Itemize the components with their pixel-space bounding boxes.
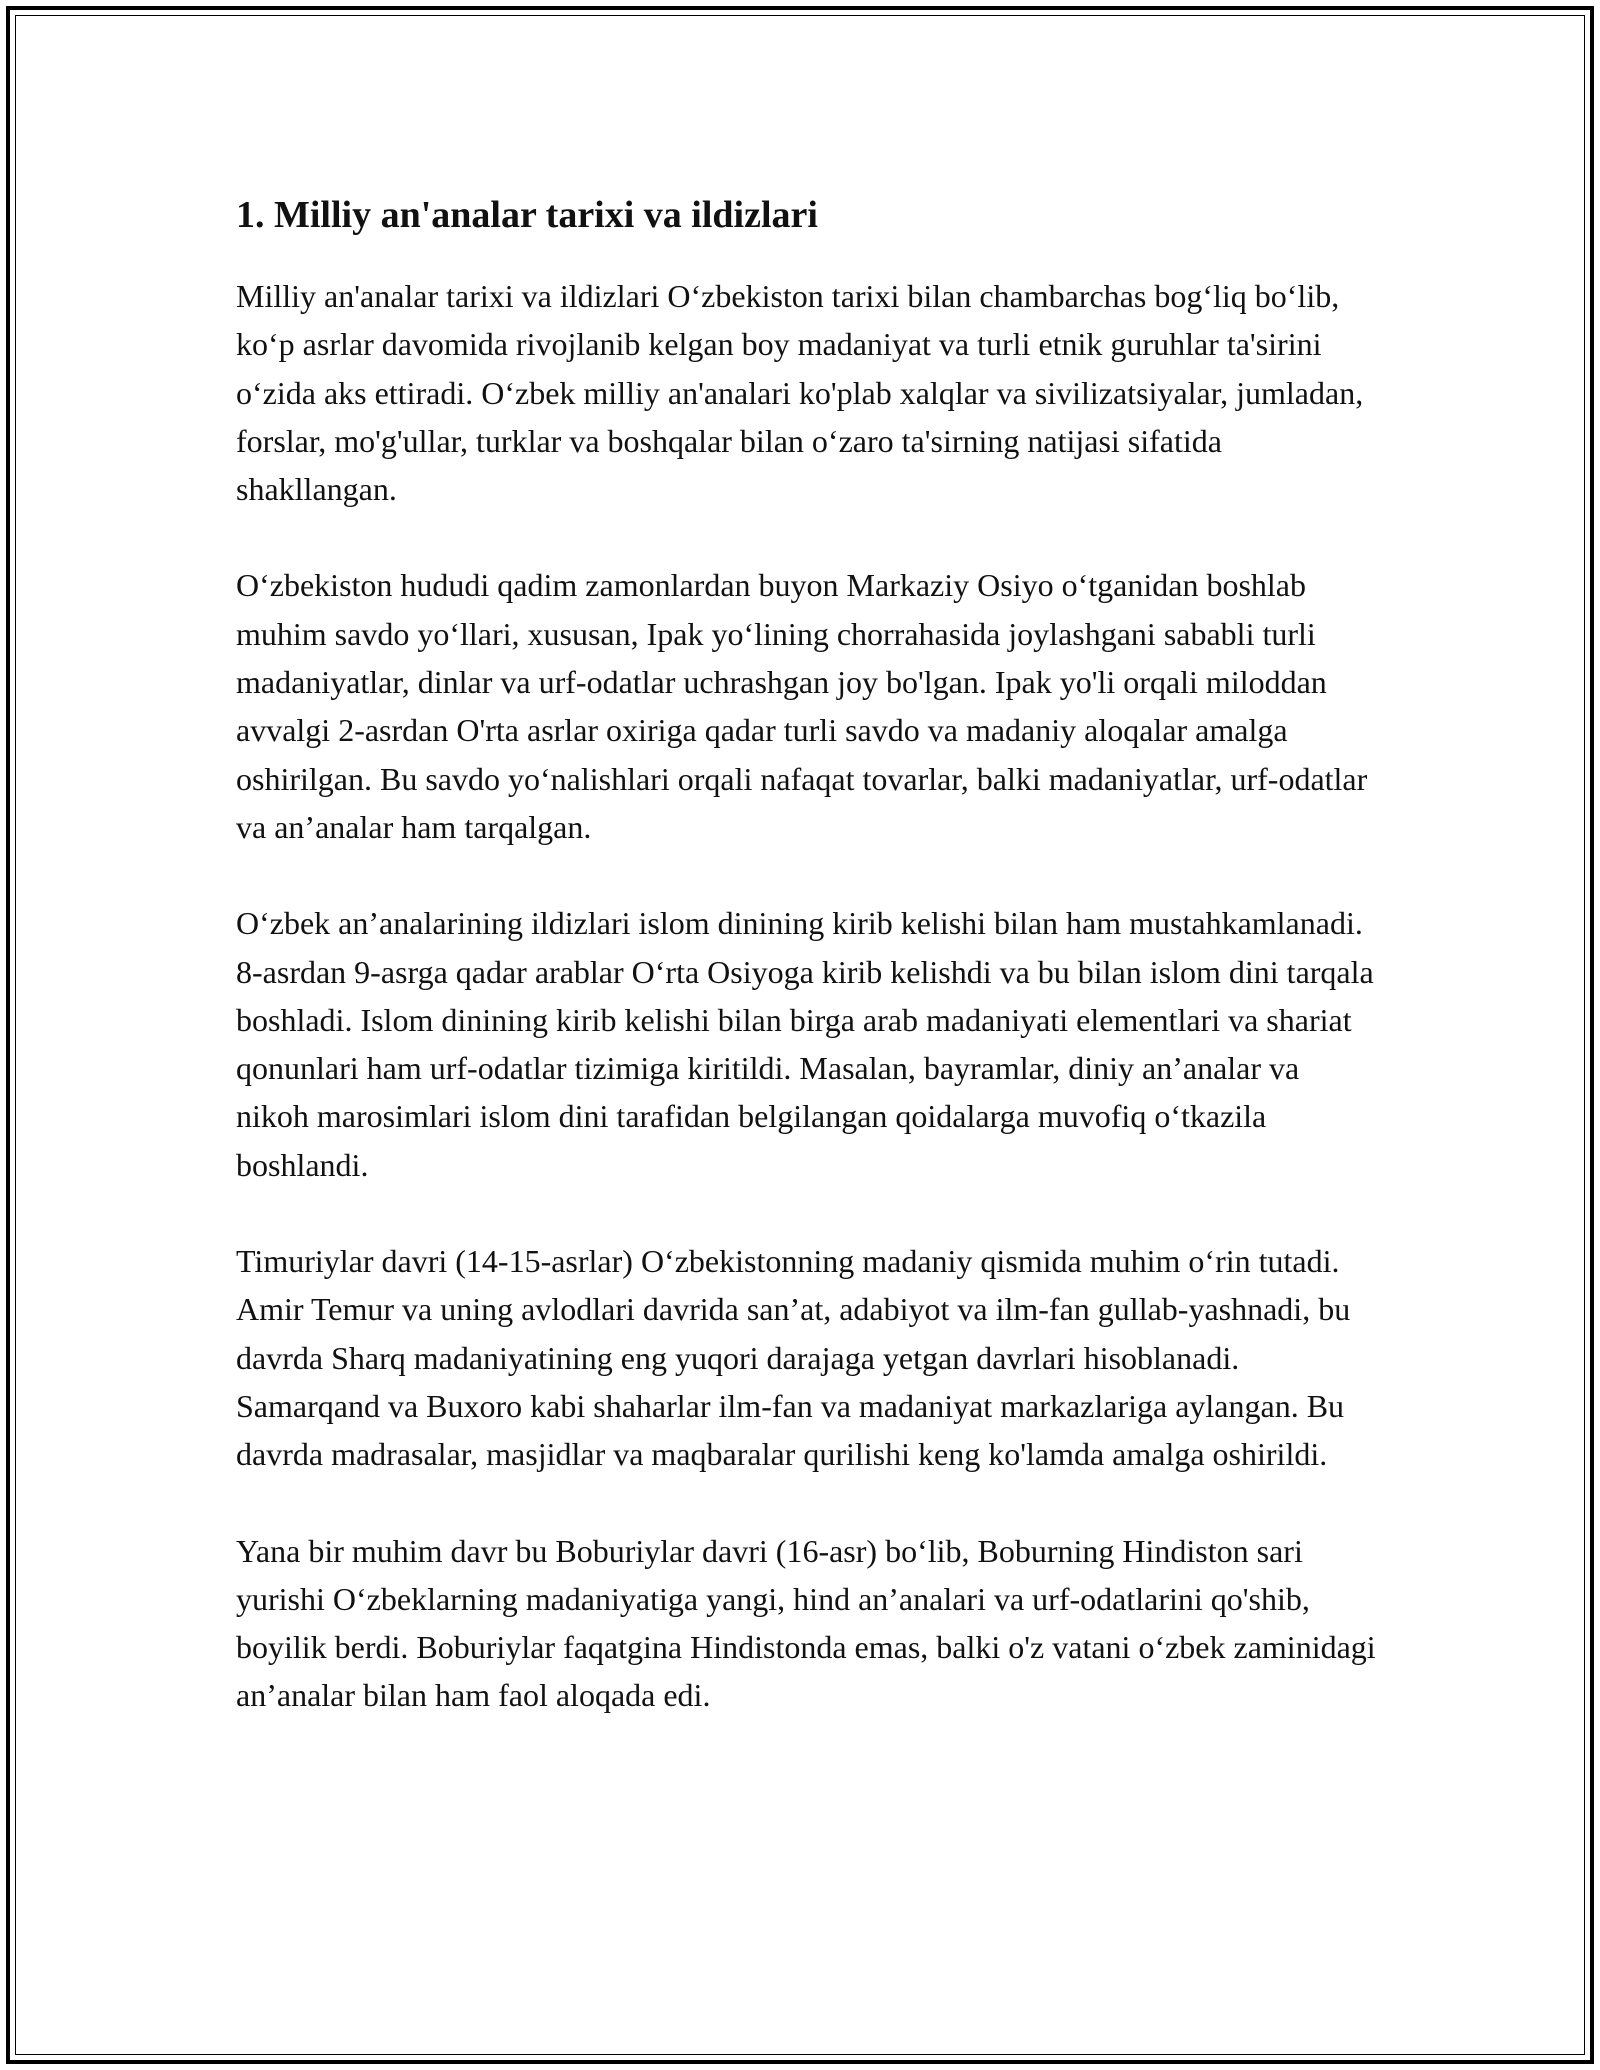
paragraph-2: O‘zbekiston hududi qadim zamonlardan buyon Markaziy Osiyo o‘tganidan boshlab muhim savdo yo‘llari, xususan, Ipak yo‘lining chorrahasida joylashgani sababli turli madaniyatlar, dinlar va urf-odatlar uchrashgan joy bo'lgan. Ipak yo'li orqali miloddan avvalgi 2-asrdan O'rta asrlar oxiriga qadar turli savdo va madaniy aloqalar amalga oshirilgan. Bu savdo yo‘nalishlari orqali nafaqat tovarlar, balki madaniyatlar, urf-odatlar va an’analar ham tarqalgan. — [236, 567, 1368, 845]
document-body — [236, 184, 1376, 1768]
paragraph-1: Milliy an'analar tarixi va ildizlari O‘zbekiston tarixi bilan chambarchas bog‘liq bo‘lib, ko‘p asrlar davomida rivojlanib kelgan boy madaniyat va turli etnik guruhlar ta'sirini o‘zida aks ettiradi. O‘zbek milliy an'analari ko'plab xalqlar va sivilizatsiyalar, jumladan, forslar, mo'g'ullar, turklar va boshqalar bilan o‘zaro ta'sirning natijasi sifatida shakllangan. — [236, 278, 1364, 508]
paragraph-5: Yana bir muhim davr bu Boburiylar davri (16-asr) bo‘lib, Boburning Hindiston sari yurishi O‘zbeklarning madaniyatiga yangi, hind an’analari va urf-odatlarini qo'shib, boyilik berdi. Boburiylar faqatgina Hindistonda emas, balki o'z vatani o‘zbek zaminidagi an’analar bilan ham faol aloqada edi. — [236, 1532, 1376, 1714]
section-heading: 1. Milliy an'analar tarixi va ildizlari — [236, 194, 818, 236]
paragraph-3: O‘zbek an’analarining ildizlari islom dinining kirib kelishi bilan ham mustahkamlanadi. 8-asrdan 9-asrga qadar arablar O‘rta Osiyoga kirib kelishdi va bu bilan islom dini tarqala boshladi. Islom dinining kirib kelishi bilan birga arab madaniyati elementlari va shariat qonunlari ham urf-odatlar tizimiga kiritildi. Masalan, bayramlar, diniy an’analar va nikoh marosimlari islom dini tarafidan belgilangan qoidalarga muvofiq o‘tkazila boshlandi. — [236, 905, 1374, 1183]
paragraph-4: Timuriylar davri (14-15-asrlar) O‘zbekistonning madaniy qismida muhim o‘rin tutadi. Amir Temur va uning avlodlari davrida san’at, adabiyot va ilm-fan gullab-yashnadi, bu davrda Sharq madaniyatining eng yuqori darajaga yetgan davrlari hisoblanadi. Samarqand va Buxoro kabi shaharlar ilm-fan va madaniyat markazlariga aylangan. Bu davrda madrasalar, masjidlar va maqbaralar qurilishi keng ko'lamda amalga oshirildi. — [236, 1243, 1351, 1473]
